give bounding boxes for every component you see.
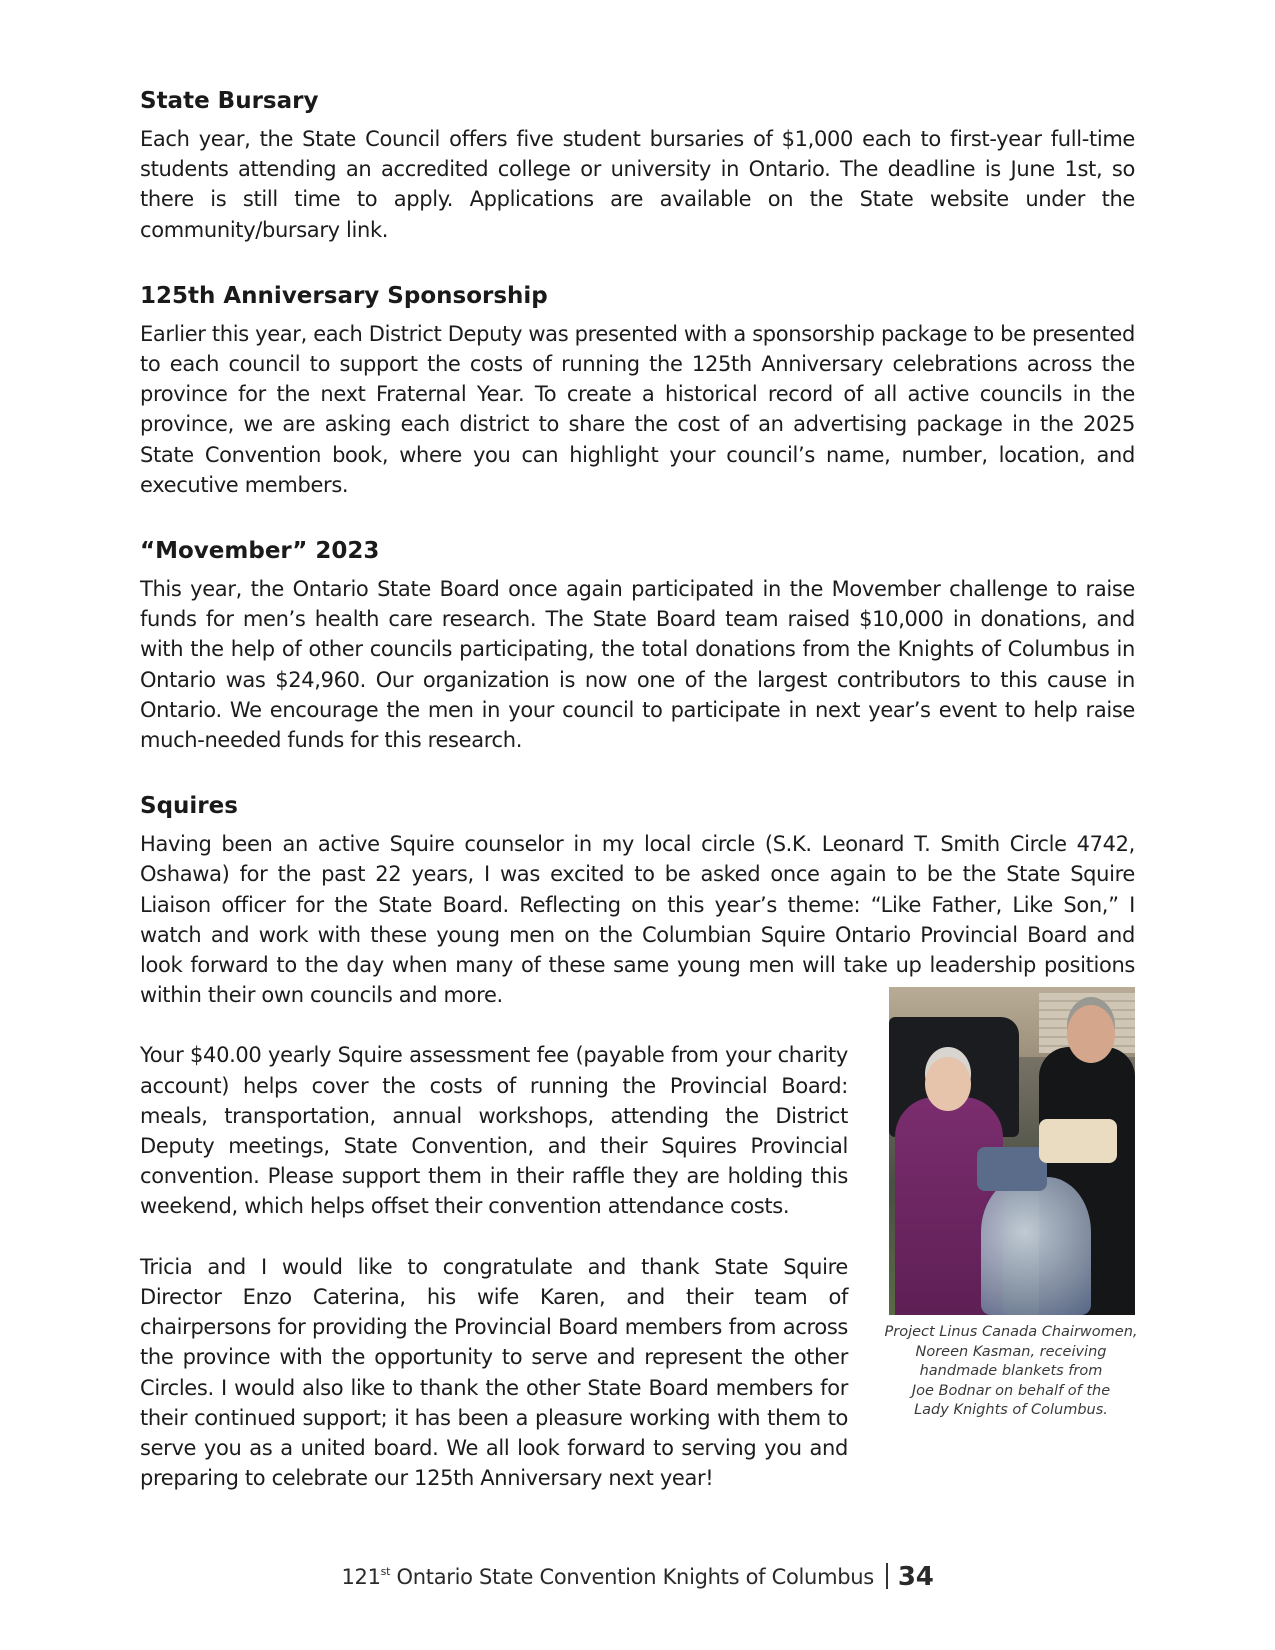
page-content <box>140 86 1138 1493</box>
caption-line: Project Linus Canada Chairwomen, <box>884 1324 1138 1341</box>
section-heading: “Movember” 2023 <box>140 538 380 565</box>
section-heading: Squires <box>140 793 238 820</box>
edition-number: 121 <box>341 1565 381 1589</box>
page-footer <box>0 1562 1275 1592</box>
caption-line: handmade blankets from <box>919 1363 1103 1380</box>
section-heading: 125th Anniversary Sponsorship <box>140 282 548 309</box>
edition-suffix: st <box>380 1565 391 1578</box>
section-heading: State Bursary <box>140 88 319 114</box>
photo-figure <box>884 987 1138 1421</box>
page-number: 34 <box>897 1562 934 1592</box>
section-body: Each year, the State Council offers five student bursaries of $1,000 each to first-year full-time students attending an accredited college or university in Ontario. The deadline is June 1st, so there is still time to apply. Applications are available on the State website under the community/bursary link. <box>140 127 1135 242</box>
footer-title: Ontario State Convention Knights of Columbus <box>396 1565 874 1589</box>
photo-blanket-donation <box>889 987 1135 1315</box>
section-state-bursary <box>140 86 1135 245</box>
section-body: This year, the Ontario State Board once again participated in the Movember challenge to raise funds for men’s health care research. The State Board team raised $10,000 in donations, and with the help of other councils participating, the total donations from the Knights of Columbus in Ontario was $24,960. Our organization is now one of the largest contributors to this cause in Ontario. We encourage the men in your council to participate in next year’s event to help raise much-needed funds for this research. <box>140 577 1135 753</box>
caption-line: Noreen Kasman, receiving <box>915 1343 1107 1360</box>
squires-paragraph-3: Tricia and I would like to congratulate and thank State Squire Director Enzo Caterina, his wife Karen, and their team of chairpersons for providing the Provincial Board members from across the province with the opportunity to serve and represent the other Circles. I would also like to thank the other State Board members for their continued support; it has been a pleasure working with them to serve you as a united board. We all look forward to serving you and preparing to celebrate our 125th Anniversary next year! <box>140 1254 848 1491</box>
photo-caption <box>881 1323 1141 1421</box>
section-squires <box>140 791 1138 1493</box>
section-body: Earlier this year, each District Deputy was presented with a sponsorship package to be presented to each council to support the costs of running the 125th Anniversary celebrations across the province for the next Fraternal Year. To create a historical record of all active councils in the province, we are asking each district to share the cost of an advertising package in the 2025 State Convention book, where you can highlight your council’s name, number, location, and executive members. <box>140 321 1135 497</box>
caption-line: Lady Knights of Columbus. <box>914 1402 1108 1419</box>
squires-paragraph-2: Your $40.00 yearly Squire assessment fee (payable from your charity account) helps cover the costs of running the Provincial Board: meals, transportation, annual workshops, attending the District Deputy meetings, State Convention, and their Squires Provincial convention. Please support them in their raffle they are holding this weekend, which helps offset their convention attendance costs. <box>140 1043 848 1219</box>
section-anniversary-sponsorship <box>140 281 1135 500</box>
squires-paragraph-1: Having been an active Squire counselor in my local circle (S.K. Leonard T. Smith Circle 4742, Oshawa) for the past 22 years, I was excited to be asked once again to be the State Squire Liaison officer for the State Board. Reflecting on this year’s theme: “Like Father, Like Son,” I watch and work with these young men on the Columbian Squire Ontario Provincial Board and look forward to the day when many of these same young men will take up leadership positions within their own councils and more. <box>140 832 1135 1008</box>
section-movember <box>140 536 1135 755</box>
caption-line: Joe Bodnar on behalf of the <box>911 1382 1111 1399</box>
footer-divider <box>886 1563 888 1589</box>
